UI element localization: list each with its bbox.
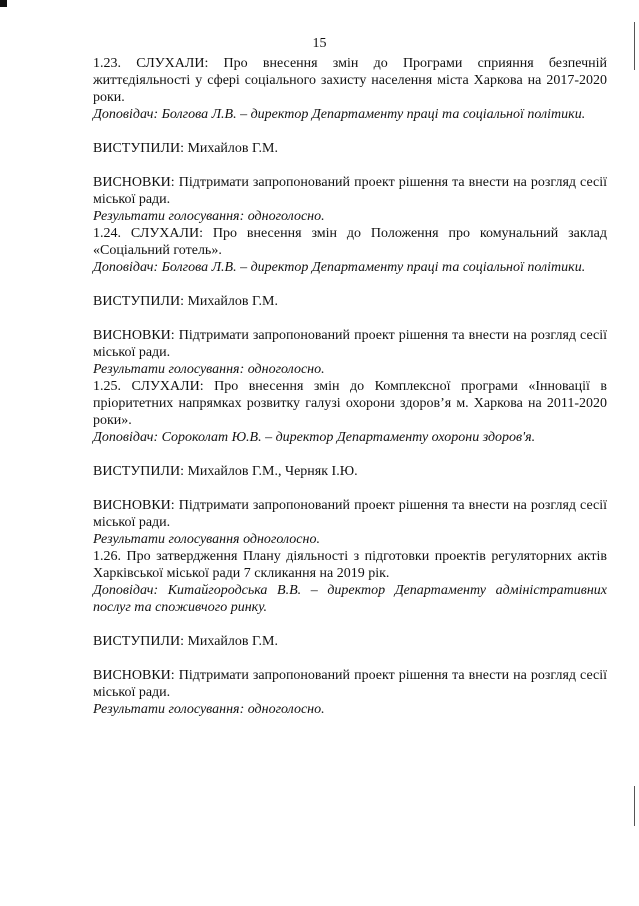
heard-text: 1.25. СЛУХАЛИ: Про внесення змін до Комплексної програми «Інновації в пріоритетних напрямках розвитку галузі охорони здоров’я м. Харкова на 2011-2020 роки». (93, 379, 607, 428)
conclusion-text: ВИСНОВКИ: Підтримати запропонований проект рішення та внести на розгляд сесії міської ради. (93, 328, 607, 360)
agenda-item-1-25 (93, 378, 607, 548)
heard-text: 1.24. СЛУХАЛИ: Про внесення змін до Положення про комунальний заклад «Соціальний готель». (93, 226, 607, 258)
spoke-text: ВИСТУПИЛИ: Михайлов Г.М., Черняк І.Ю. (93, 464, 358, 479)
speaker-text: Доповідач: Болгова Л.В. – директор Департаменту праці та соціальної політики. (93, 107, 586, 122)
agenda-item-1-23 (93, 55, 607, 225)
voting-result: Результати голосування: одноголосно. (93, 209, 325, 224)
voting-result: Результати голосування: одноголосно. (93, 362, 325, 377)
voting-result: Результати голосування одноголосно. (93, 532, 320, 547)
heard-text: 1.26. Про затвердження Плану діяльності з підготовки проектів регуляторних актів Харківської міської ради 7 скликання на 2019 рік. (93, 549, 607, 581)
conclusion-text: ВИСНОВКИ: Підтримати запропонований проект рішення та внести на розгляд сесії міської ради. (93, 175, 607, 207)
agenda-item-1-24 (93, 225, 607, 378)
protocol-body (93, 55, 607, 718)
page-number: 15 (312, 36, 327, 51)
scan-corner-mark (0, 0, 7, 7)
voting-result: Результати голосування: одноголосно. (93, 702, 325, 717)
conclusion-text: ВИСНОВКИ: Підтримати запропонований проект рішення та внести на розгляд сесії міської ради. (93, 498, 607, 530)
scan-edge-line (634, 786, 635, 826)
heard-text: 1.23. СЛУХАЛИ: Про внесення змін до Програми сприяння безпечній життєдіяльності у сфері соціального захисту населення міста Харкова на 2017-2020 роки. (93, 56, 607, 105)
spoke-text: ВИСТУПИЛИ: Михайлов Г.М. (93, 141, 278, 156)
speaker-text: Доповідач: Болгова Л.В. – директор Департаменту праці та соціальної політики. (93, 260, 586, 275)
speaker-text: Доповідач: Китайгородська В.В. – директор Департаменту адміністративних послуг та споживчого ринку. (93, 583, 607, 615)
speaker-text: Доповідач: Сороколат Ю.В. – директор Департаменту охорони здоров'я. (93, 430, 536, 445)
spoke-text: ВИСТУПИЛИ: Михайлов Г.М. (93, 634, 278, 649)
spoke-text: ВИСТУПИЛИ: Михайлов Г.М. (93, 294, 278, 309)
agenda-item-1-26 (93, 548, 607, 718)
conclusion-text: ВИСНОВКИ: Підтримати запропонований проект рішення та внести на розгляд сесії міської ради. (93, 668, 607, 700)
